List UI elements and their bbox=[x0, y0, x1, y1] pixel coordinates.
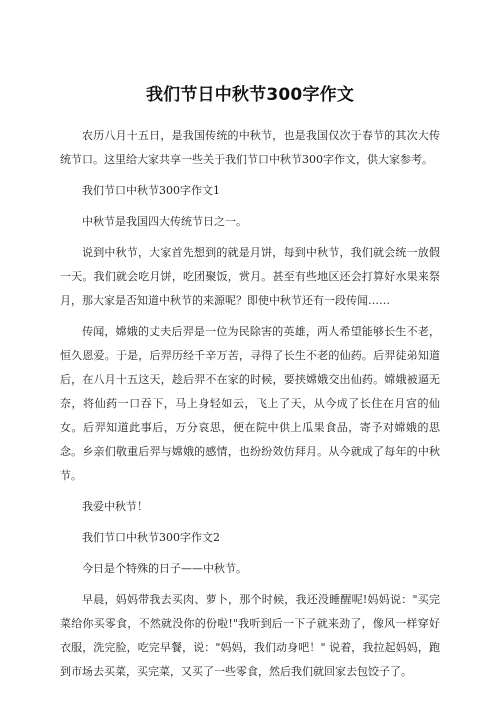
paragraph: 今日是个特殊的日子——中秋节。 bbox=[82, 562, 247, 575]
paragraph: 早晨，妈妈带我去买肉、萝卜，那个时候，我还没睡醒呢!妈妈说："买完菜给你买零食，不然就没你的份啦!"我听到后一下子就来劲了，像风一样穿好衣服，洗完脸，吃完早餐，说："妈妈，我们动身吧！" 说着，我拉起妈妈，跑到市场去买菜，买完菜，又买了一些零食，然后我们就回家去包饺子了。 bbox=[60, 593, 440, 678]
section-heading-2: 我们节口中秋节300字作文2 bbox=[82, 531, 220, 544]
paragraph: 说到中秋节，大家首先想到的就是月饼，每到中秋节，我们就会统一放假一天。我们就会吃月饼，吃团聚饭，赏月。甚至有些地区还会打算好水果来祭月，那大家是否知道中秋节的来源呢？即使中秋节还有一段传闻…… bbox=[60, 246, 440, 307]
document-body bbox=[60, 124, 440, 691]
document-title: 我们节日中秋节300字作文 bbox=[145, 85, 355, 105]
paragraph-intro: 农历八月十五日，是我国传统的中秋节，也是我国仅次于春节的其次大传统节口。这里给大家共享一些关于我们节口中秋节300字作文，供大家参考。 bbox=[60, 129, 440, 166]
paragraph: 中秋节是我国四大传统节日之一。 bbox=[82, 215, 247, 228]
paragraph: 我爱中秋节！ bbox=[82, 500, 148, 513]
paragraph: 传闻，嫦娥的丈夫后羿是一位为民除害的英雄，两人希望能够长生不老，恒久恩爱。于是，后羿历经千辛万苦，寻得了长生不老的仙药。后羿徒弟知道后，在八月十五这天，趁后羿不在家的时候，要挟嫦娥交出仙药。嫦娥被逼无奈，将仙药一口吞下，马上身轻如云，飞上了天，从今成了长住在月宫的仙女。后羿知道此事后，万分哀思，便在院中供上瓜果食品，寄予对嫦娥的思念。乡亲们敬重后羿与嫦娥的感情，也纷纷效仿拜月。从今就成了每年的中秋节。 bbox=[60, 325, 440, 482]
section-heading-1: 我们节口中秋节300字作文1 bbox=[82, 184, 220, 197]
